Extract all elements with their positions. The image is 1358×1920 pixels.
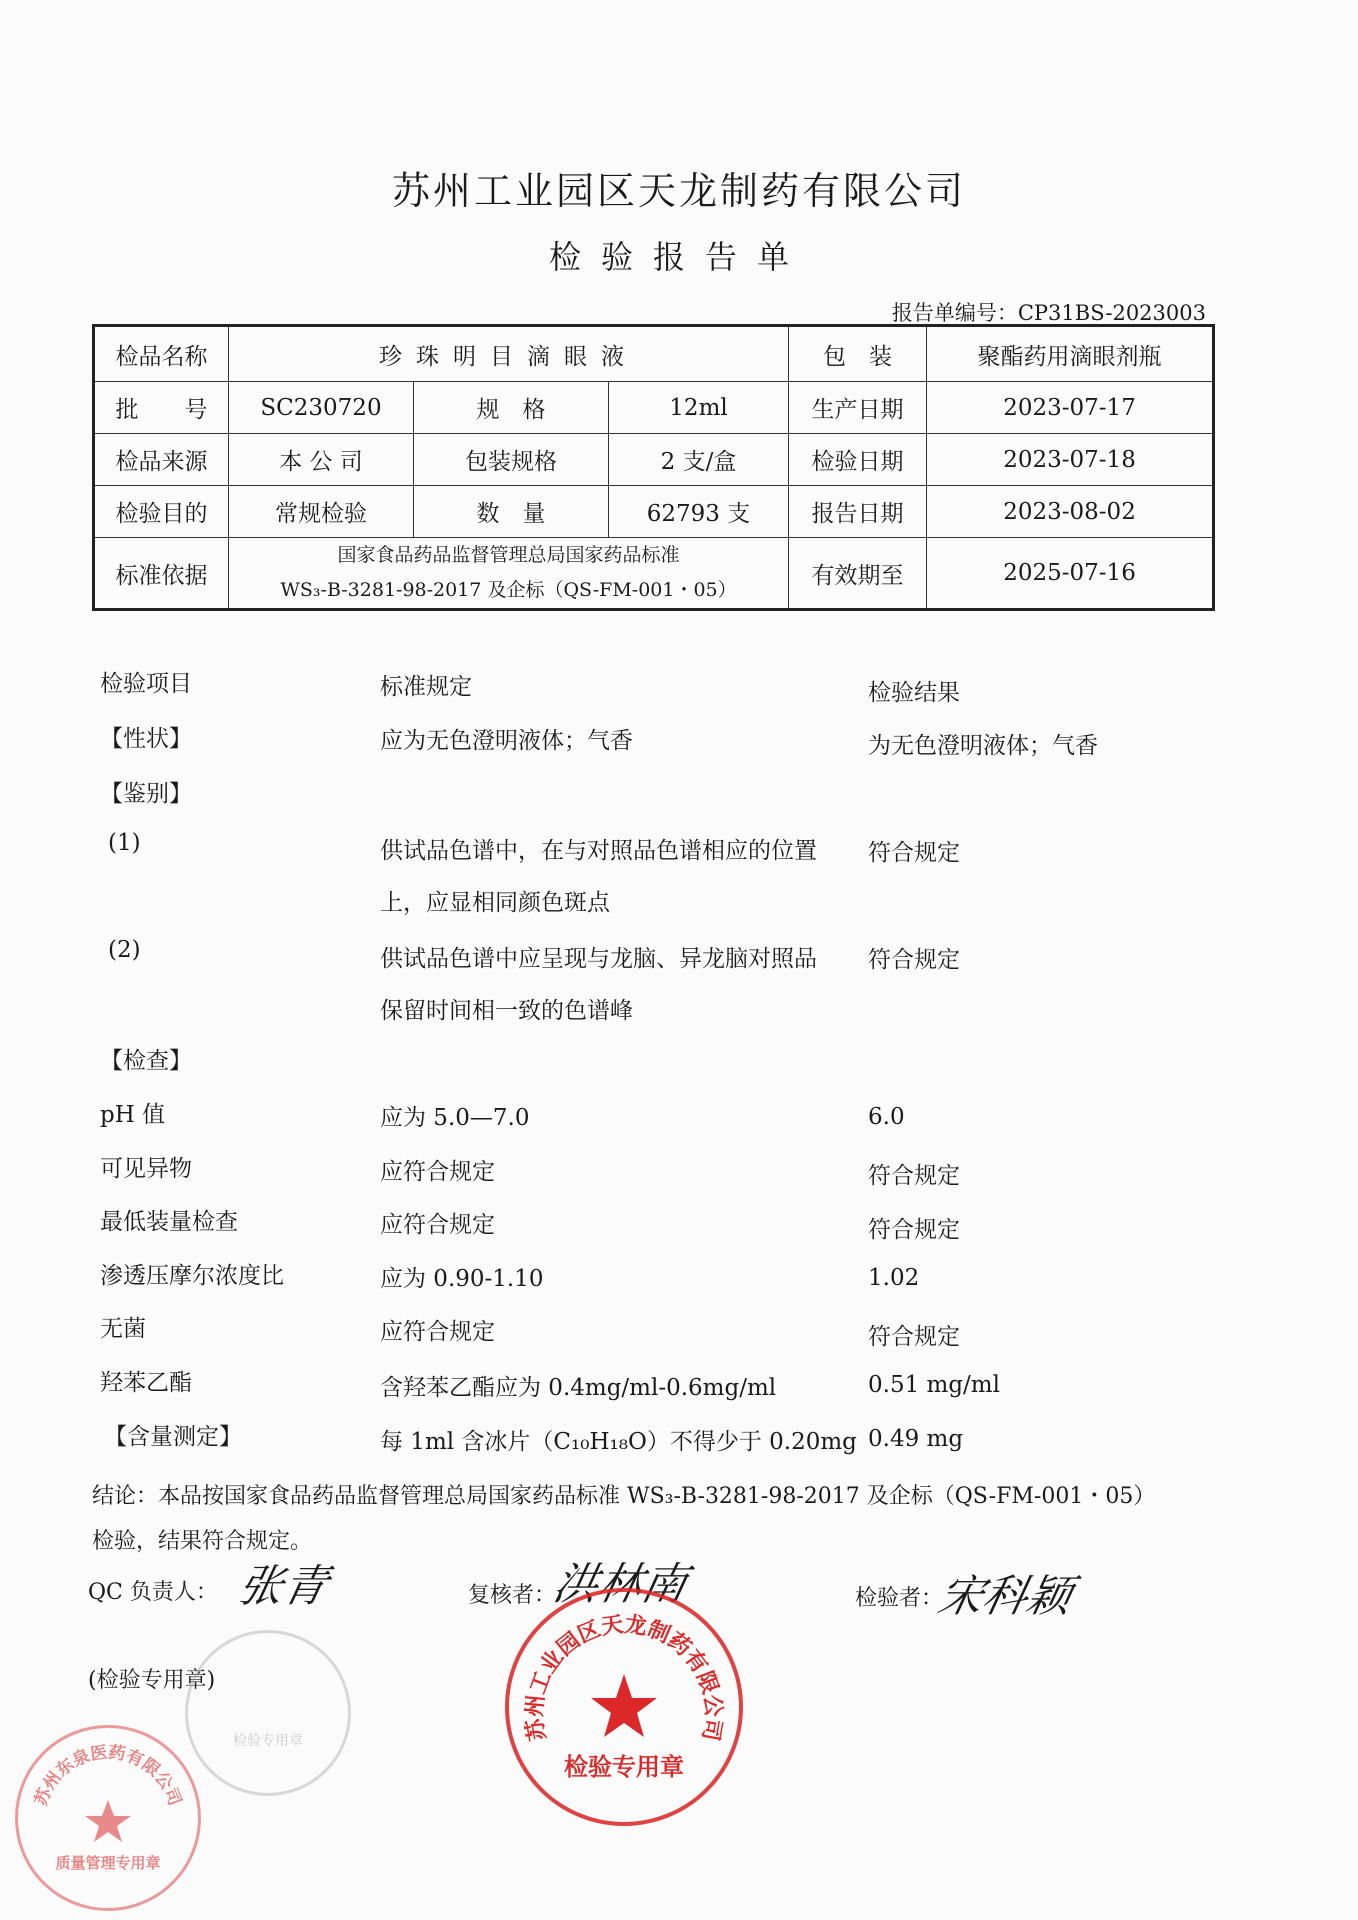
reviewer-label: 复核者： — [468, 1583, 557, 1608]
document-title: 检验报告单 — [548, 238, 809, 276]
expiry-label: 有效期至 — [789, 538, 927, 610]
minfill-result: 符合规定 — [868, 1217, 960, 1243]
inspector-signature: 宋科颖 — [933, 1571, 1077, 1622]
quality-management-stamp — [15, 1725, 201, 1911]
production-date-label: 生产日期 — [789, 382, 927, 434]
check-title: 【检查】 — [100, 1048, 192, 1074]
seal-arc-text: 苏州工业园区天龙制药有限公司 — [522, 1612, 726, 1743]
paraben-item: 羟苯乙酯 — [100, 1370, 192, 1396]
ident2-standard-line1: 供试品色谱中应呈现与龙脑、异龙脑对照品 — [380, 946, 817, 972]
purpose-value: 常规检验 — [229, 486, 414, 538]
test-date: 2023-07-18 — [927, 434, 1214, 486]
seal-graphic — [509, 1592, 739, 1822]
osmotic-standard: 应为 0.90-1.10 — [380, 1266, 544, 1292]
source-value: 本 公 司 — [229, 434, 414, 486]
table-row — [94, 434, 1214, 486]
assay-item: 【含量测定】 — [104, 1424, 242, 1450]
ph-result: 6.0 — [868, 1104, 905, 1130]
product-info-table — [92, 324, 1215, 611]
ident1-item: (1) — [108, 830, 141, 856]
report-date-label: 报告日期 — [789, 486, 927, 538]
company-name: 苏州工业园区天龙制药有限公司 — [391, 169, 966, 213]
star-icon — [591, 1674, 657, 1737]
package-label: 包 装 — [789, 326, 927, 382]
ident2-item: (2) — [108, 937, 141, 963]
qc-signature: 张青 — [233, 1561, 333, 1612]
star-icon — [85, 1800, 131, 1842]
batch-label: 批 号 — [94, 382, 229, 434]
character-standard: 应为无色澄明液体；气香 — [380, 728, 633, 754]
identification-title: 【鉴别】 — [100, 781, 192, 807]
left-stamp-graphic — [18, 1728, 198, 1908]
header-result: 检验结果 — [868, 680, 960, 706]
product-name: 珍珠明目滴眼液 — [229, 326, 789, 382]
sterile-result: 符合规定 — [868, 1324, 960, 1350]
qc-stamp-sub: 检验专用章 — [233, 1733, 303, 1749]
paraben-result: 0.51 mg/ml — [868, 1372, 1000, 1398]
qc-stamp-graphic — [188, 1633, 348, 1793]
minfill-item: 最低装量检查 — [100, 1209, 238, 1235]
qc-label: QC 负责人： — [88, 1580, 218, 1605]
quantity-label: 数 量 — [414, 486, 609, 538]
production-date: 2023-07-17 — [927, 382, 1214, 434]
minfill-standard: 应符合规定 — [380, 1212, 495, 1238]
spec-label: 规 格 — [414, 382, 609, 434]
basis-value — [229, 538, 789, 610]
package-value: 聚酯药用滴眼剂瓶 — [927, 326, 1214, 382]
table-row — [94, 538, 1214, 610]
pack-spec-label: 包装规格 — [414, 434, 609, 486]
spec-value: 12ml — [609, 382, 789, 434]
ident2-result: 符合规定 — [868, 947, 960, 973]
left-stamp-arc-text: 苏州东泉医药有限公司 — [31, 1742, 185, 1809]
table-row — [94, 486, 1214, 538]
visible-item: 可见异物 — [100, 1156, 192, 1182]
ident1-standard-line1: 供试品色谱中，在与对照品色谱相应的位置 — [380, 838, 817, 864]
report-date: 2023-08-02 — [927, 486, 1214, 538]
quantity-value: 62793 支 — [609, 486, 789, 538]
expiry-date: 2025-07-16 — [927, 538, 1214, 610]
table-row — [94, 326, 1214, 382]
basis-line-2: WS₃-B-3281-98-2017 及企标（QS-FM-001・05） — [280, 579, 737, 601]
character-result: 为无色澄明液体；气香 — [868, 733, 1098, 759]
ident1-standard-line2: 上，应显相同颜色斑点 — [380, 890, 610, 916]
basis-line-1: 国家食品药品监督管理总局国家药品标准 — [337, 544, 680, 566]
ident1-result: 符合规定 — [868, 840, 960, 866]
basis-label: 标准依据 — [94, 538, 229, 610]
purpose-label: 检验目的 — [94, 486, 229, 538]
visible-result: 符合规定 — [868, 1163, 960, 1189]
conclusion-line-2: 检验，结果符合规定。 — [92, 1529, 313, 1554]
reviewer-signature: 洪林南 — [548, 1559, 692, 1610]
visible-standard: 应符合规定 — [380, 1159, 495, 1185]
osmotic-result: 1.02 — [868, 1265, 920, 1291]
conclusion-line-1: 结论：本品按国家食品药品监督管理总局国家药品标准 WS₃-B-3281-98-2017 及企标（QS-FM-001・05） — [92, 1484, 1156, 1509]
stamp-note: (检验专用章) — [88, 1668, 216, 1693]
test-date-label: 检验日期 — [789, 434, 927, 486]
paraben-standard: 含羟苯乙酯应为 0.4mg/ml-0.6mg/ml — [380, 1375, 777, 1401]
left-stamp-sub-text: 质量管理专用章 — [55, 1854, 161, 1872]
source-label: 检品来源 — [94, 434, 229, 486]
report-number: 报告单编号：CP31BS-2023003 — [891, 301, 1206, 325]
header-standard: 标准规定 — [380, 674, 472, 700]
assay-result: 0.49 mg — [868, 1426, 964, 1452]
character-item: 【性状】 — [100, 726, 192, 752]
sterile-item: 无菌 — [100, 1316, 146, 1342]
osmotic-item: 渗透压摩尔浓度比 — [100, 1263, 284, 1289]
assay-standard: 每 1ml 含冰片（C₁₀H₁₈O）不得少于 0.20mg — [380, 1429, 857, 1455]
inspection-seal-stamp — [505, 1588, 743, 1826]
seal-sub-text: 检验专用章 — [564, 1753, 684, 1781]
ph-item: pH 值 — [100, 1102, 166, 1128]
ident2-standard-line2: 保留时间相一致的色谱峰 — [380, 998, 633, 1024]
sterile-standard: 应符合规定 — [380, 1319, 495, 1345]
batch-value: SC230720 — [229, 382, 414, 434]
ph-standard: 应为 5.0—7.0 — [380, 1105, 530, 1131]
qc-faint-stamp — [185, 1630, 351, 1796]
product-name-label: 检品名称 — [94, 326, 229, 382]
inspector-label: 检验者： — [855, 1586, 944, 1611]
pack-spec-value: 2 支/盒 — [609, 434, 789, 486]
table-row — [94, 382, 1214, 434]
header-item: 检验项目 — [100, 671, 192, 697]
